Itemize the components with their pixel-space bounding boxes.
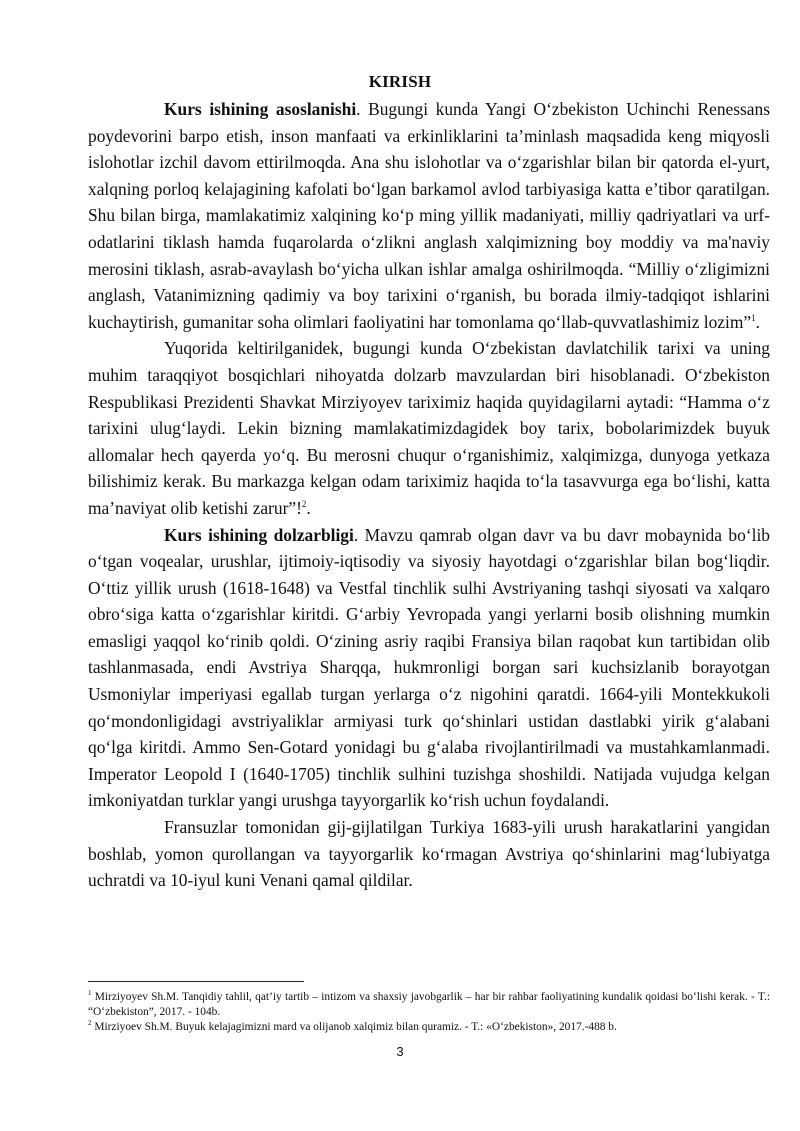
paragraph-siege <box>88 814 770 894</box>
paragraph-end: . <box>755 311 760 332</box>
paragraph-text: Yuqorida keltirilganidek, bugungi kunda O‘zbekistan davlatchilik tarixi va uning muhim taraqqiyot bosqichlari nihoyatda dolzarb mavzulardan biri hisoblanadi. O‘zbekiston Respublikasi Prezidenti Shavkat Mirziyoyev tariximiz haqida quyidagilarni aytadi: “Hamma o‘z tarixini ulug‘laydi. Lekin bizning mamlakatimizdagidek boy tarix, bobolarimizdek buyuk allomalar hech qayerda yo‘q. Bu merosni chuqur o‘rganishimiz, xalqimizga, dunyoga yetkaza bilishimiz kerak. Bu markazga kelgan odam tariximiz haqida to‘la tasavvurga ega bo‘lishi, katta ma’naviyat olib ketishi zarur”! <box>88 338 770 518</box>
footnote-mark: 2 <box>88 1019 92 1028</box>
paragraph-history <box>88 335 770 521</box>
footnote-1 <box>88 990 770 1020</box>
body-text <box>88 96 770 894</box>
paragraph-relevance <box>88 522 770 815</box>
paragraph-heading: Kurs ishining dolzarbligi <box>164 524 354 545</box>
page-number: 3 <box>396 1044 404 1059</box>
paragraph-rationale <box>88 96 770 335</box>
paragraph-text: . Mavzu qamrab olgan davr va bu davr mobaynida bo‘lib o‘tgan voqealar, urushlar, ijtimoiy-iqtisodiy va siyosiy hayotdagi o‘zgarishlar bilan bog‘liqdir. O‘ttiz yillik urush (1618-1648) va Vestfal tinchlik sulhi Avstriyaning tashqi siyosati va xalqaro obro‘siga katta o‘zgarishlar kiritdi. G‘arbiy Yevropada yangi yerlarni bosib olishning mumkin emasligi yaqqol ko‘rinib qoldi. O‘zining asriy raqibi Fransiya bilan raqobat kun tartibidan olib tashlanmasada, endi Avstriya Sharqqa, hukmronligi borgan sari kuchsizlanib borayotgan Usmoniylar imperiyasi egallab turgan yerlarga o‘z nigohini qaratdi. 1664-yili Montekkukoli qo‘mondonligidagi avstriyaliklar armiyasi turk qo‘shinlari ustidan dastlabki yirik g‘alabani qo‘lga kiritdi. Ammo Sen-Gotard yonidagi bu g‘alaba rivojlantirilmadi va mustahkamlanmadi. Imperator Leopold I (1640-1705) tinchlik sulhini tuzishga shoshildi. Natijada vujudga kelgan imkoniyatdan turklar yangi urushga tayyorgarlik ko‘rish uchun foydalandi. <box>88 524 770 811</box>
footnote-mark: 1 <box>88 989 92 998</box>
footnote-reference[interactable]: 1 <box>751 312 756 323</box>
paragraph-end: . <box>306 497 311 518</box>
paragraph-text: . Bugungi kunda Yangi O‘zbekiston Uchinchi Renessans poydevorini barpo etish, inson manfaati va erkinliklarini ta’minlash maqsadida keng miqyosli islohotlar izchil davom ettirilmoqda. Ana shu islohotlar va o‘zgarishlar bilan bir qatorda el-yurt, xalqning porloq kelajagining kafolati bo‘lgan barkamol avlod tarbiyasiga katta e’tibor qaratilgan. Shu bilan birga, mamlakatimiz xalqining ko‘p ming yillik madaniyati, milliy qadriyatlari va urf-odatlarini tiklash hamda fuqarolarda o‘zlikni anglash xalqimizning boy moddiy va ma'naviy merosini tiklash, asrab-avaylash bo‘yicha ulkan ishlar amalga oshirilmoqda. “Milliy o‘zligimizni anglash, Vatanimizning qadimiy va boy tarixini o‘rganish, bu borada ilmiy-tadqiqot ishlarini kuchaytirish, gumanitar soha olimlari faoliyatini har tomonlama qo‘llab-quvvatlashimiz lozim” <box>88 99 770 332</box>
footnote-text: Mirziyoyev Sh.M. Tanqidiy tahlil, qat’iy tartib – intizom va shaxsiy javobgarlik – har bir rahbar faoliyatining kundalik qoidasi bo‘lishi kerak. - T.: “O‘zbekiston”, 2017. - 104b. <box>88 991 770 1018</box>
footnotes <box>88 990 770 1035</box>
footnote-reference[interactable]: 2 <box>301 499 307 510</box>
footnote-separator <box>88 981 304 982</box>
paragraph-heading: Kurs ishining asoslanishi <box>164 99 357 119</box>
page-title: KIRISH <box>368 72 432 91</box>
footnote-2 <box>88 1020 770 1035</box>
paragraph-text: Fransuzlar tomonidan gij-gijlatilgan Turkiya 1683-yili urush harakatlarini yangidan boshlab, yomon qurollangan va tayyorgarlik ko‘rmagan Avstriya qo‘shinlarini mag‘lubiyatga uchratdi va 10-iyul kuni Venani qamal qildilar. <box>88 817 770 891</box>
footnote-text: Mirziyoev Sh.M. Buyuk kelajagimizni mard va olijanob xalqimiz bilan quramiz. - T.: «O‘zbekiston», 2017.-488 b. <box>91 1021 617 1033</box>
